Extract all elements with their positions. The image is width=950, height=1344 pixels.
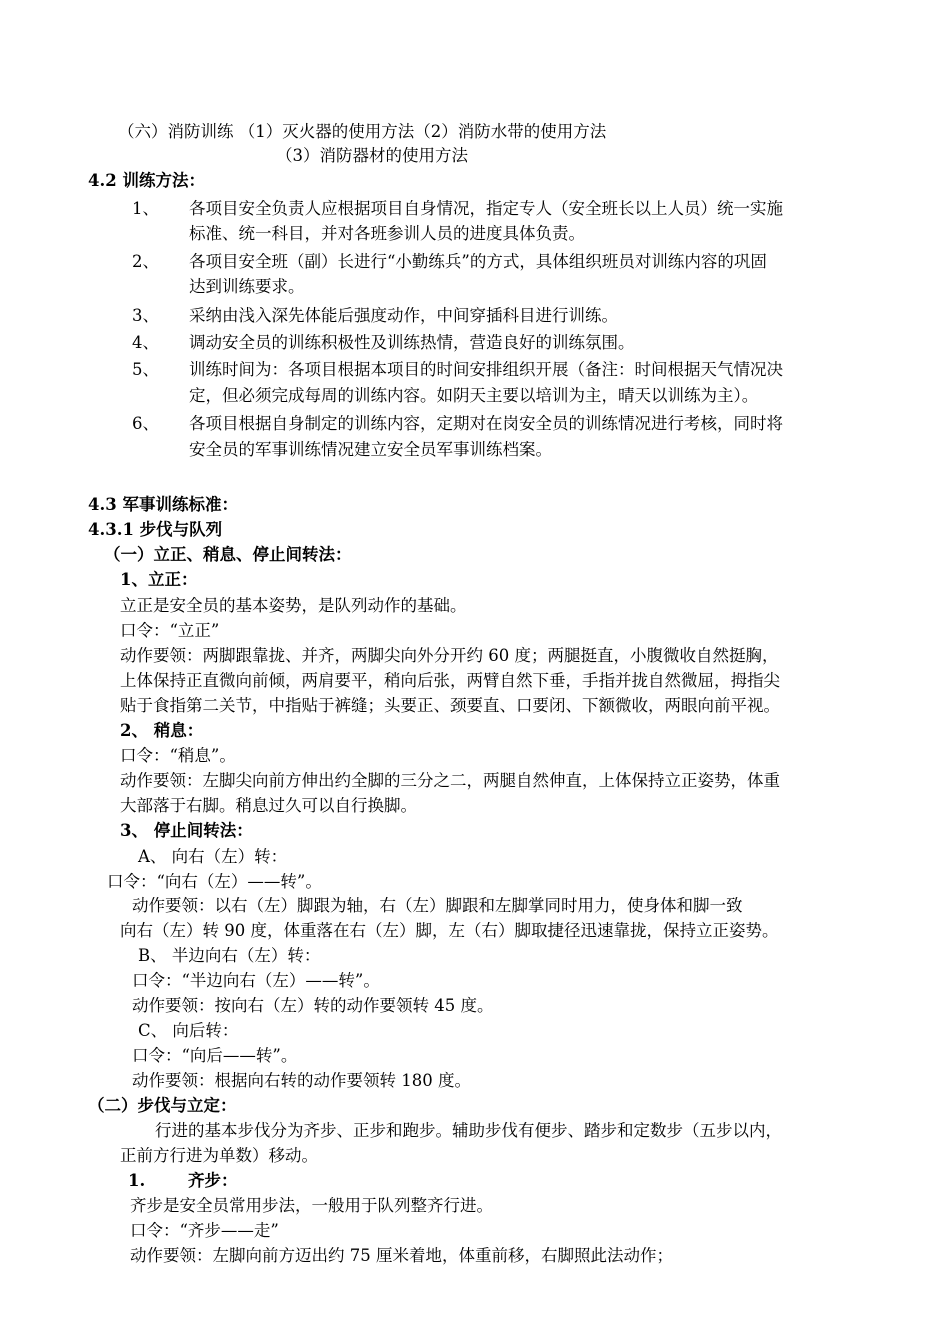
stand-at-attention-action: 动作要领：两脚跟靠拢、并齐，两脚尖向外分开约 60 度；两腿挺直，小腹微收自然挺胸， — [120, 646, 779, 665]
heading-4-2: 4.2 训练方法： — [88, 171, 205, 190]
at-ease-command: 口令：“稍息”。 — [120, 746, 236, 765]
list-item-text: 调动安全员的训练积极性及训练热情，营造良好的训练氛围。 — [189, 333, 635, 352]
quick-march-number: 1. — [128, 1171, 146, 1190]
at-ease-action: 大部落于右脚。稍息过久可以自行换脚。 — [120, 796, 417, 815]
list-item-number: 4、 — [132, 333, 159, 352]
stand-at-attention-action: 贴于食指第二关节，中指贴于裤缝；头要正、颈要直、口要闭、下额微收，两眼向前平视。 — [120, 696, 780, 715]
list-item-text: 达到训练要求。 — [189, 277, 305, 296]
facing-b-title: B、 半边向右（左）转： — [138, 946, 321, 965]
list-item-text: 训练时间为：各项目根据本项目的时间安排组织开展（备注：时间根据天气情况决 — [189, 360, 783, 379]
facing-c-command: 口令：“向后——转”。 — [132, 1046, 298, 1065]
list-item-text: 各项目根据自身制定的训练内容，定期对在岗安全员的训练情况进行考核，同时将 — [189, 414, 783, 433]
facing-c-title: C、 向后转： — [138, 1021, 239, 1040]
list-item-text: 各项目安全班（副）长进行“小勤练兵”的方式，具体组织班员对训练内容的巩固 — [189, 252, 767, 271]
list-item-number: 5、 — [132, 360, 159, 379]
facing-a-action: 动作要领：以右（左）脚跟为轴，右（左）脚跟和左脚掌同时用力，使身体和脚一致 — [132, 896, 743, 915]
section-2-paragraph: 正前方行进为单数）移动。 — [120, 1146, 318, 1165]
quick-march-action: 动作要领：左脚向前方迈出约 75 厘米着地，体重前移，右脚照此法动作； — [130, 1246, 673, 1265]
heading-4-3-1: 4.3.1 步伐与队列 — [88, 520, 223, 539]
list-item-text: 采纳由浅入深先体能后强度动作，中间穿插科目进行训练。 — [189, 306, 618, 325]
fire-training-line-1: （六）消防训练 （1）灭火器的使用方法（2）消防水带的使用方法 — [118, 122, 607, 141]
quick-march-command: 口令：“齐步——走” — [130, 1221, 279, 1240]
at-ease-title: 2、 稍息： — [120, 721, 204, 740]
heading-4-3: 4.3 军事训练标准： — [88, 495, 238, 514]
facing-a-title: A、 向右（左）转： — [138, 847, 288, 866]
section-2-paragraph: 行进的基本步伐分为齐步、正步和跑步。辅助步伐有便步、踏步和定数步（五步以内， — [155, 1121, 782, 1140]
facing-a-command: 口令：“向右（左）——转”。 — [107, 872, 322, 891]
facing-b-action: 动作要领：按向右（左）转的动作要领转 45 度。 — [132, 996, 494, 1015]
list-item-text: 安全员的军事训练情况建立安全员军事训练档案。 — [189, 440, 552, 459]
stand-at-attention-title: 1、立正： — [120, 570, 198, 589]
list-item-number: 2、 — [132, 252, 159, 271]
at-ease-action: 动作要领：左脚尖向前方伸出约全脚的三分之二，两腿自然伸直，上体保持立正姿势，体重 — [120, 771, 780, 790]
list-item-number: 6、 — [132, 414, 159, 433]
list-item-number: 1、 — [132, 199, 159, 218]
section-1-heading: （一）立正、稍息、停止间转法： — [104, 545, 352, 564]
list-item-number: 3、 — [132, 306, 159, 325]
quick-march-title: 齐步： — [188, 1171, 238, 1190]
list-item-text: 定，但必须完成每周的训练内容。如阴天主要以培训为主，晴天以训练为主）。 — [189, 386, 759, 405]
list-item-text: 标准、统一科目，并对各班参训人员的进度具体负责。 — [189, 224, 585, 243]
facing-c-action: 动作要领：根据向右转的动作要领转 180 度。 — [132, 1071, 471, 1090]
stand-at-attention-desc: 立正是安全员的基本姿势，是队列动作的基础。 — [120, 596, 467, 615]
stand-at-attention-action: 上体保持正直微向前倾，两肩要平，稍向后张，两臂自然下垂，手指并拢自然微屈，拇指尖 — [120, 671, 780, 690]
section-2-heading: （二）步伐与立定： — [88, 1096, 237, 1115]
facing-a-action: 向右（左）转 90 度，体重落在右（左）脚，左（右）脚取捷径迅速靠拢，保持立正姿势。 — [120, 921, 779, 940]
stand-at-attention-command: 口令：“立正” — [120, 621, 220, 640]
quick-march-desc: 齐步是安全员常用步法，一般用于队列整齐行进。 — [130, 1196, 493, 1215]
facing-b-command: 口令：“半边向右（左）——转”。 — [132, 971, 380, 990]
list-item-text: 各项目安全负责人应根据项目自身情况，指定专人（安全班长以上人员）统一实施 — [189, 199, 783, 218]
facing-title: 3、 停止间转法： — [120, 821, 253, 840]
fire-training-line-2: （3）消防器材的使用方法 — [276, 146, 468, 165]
